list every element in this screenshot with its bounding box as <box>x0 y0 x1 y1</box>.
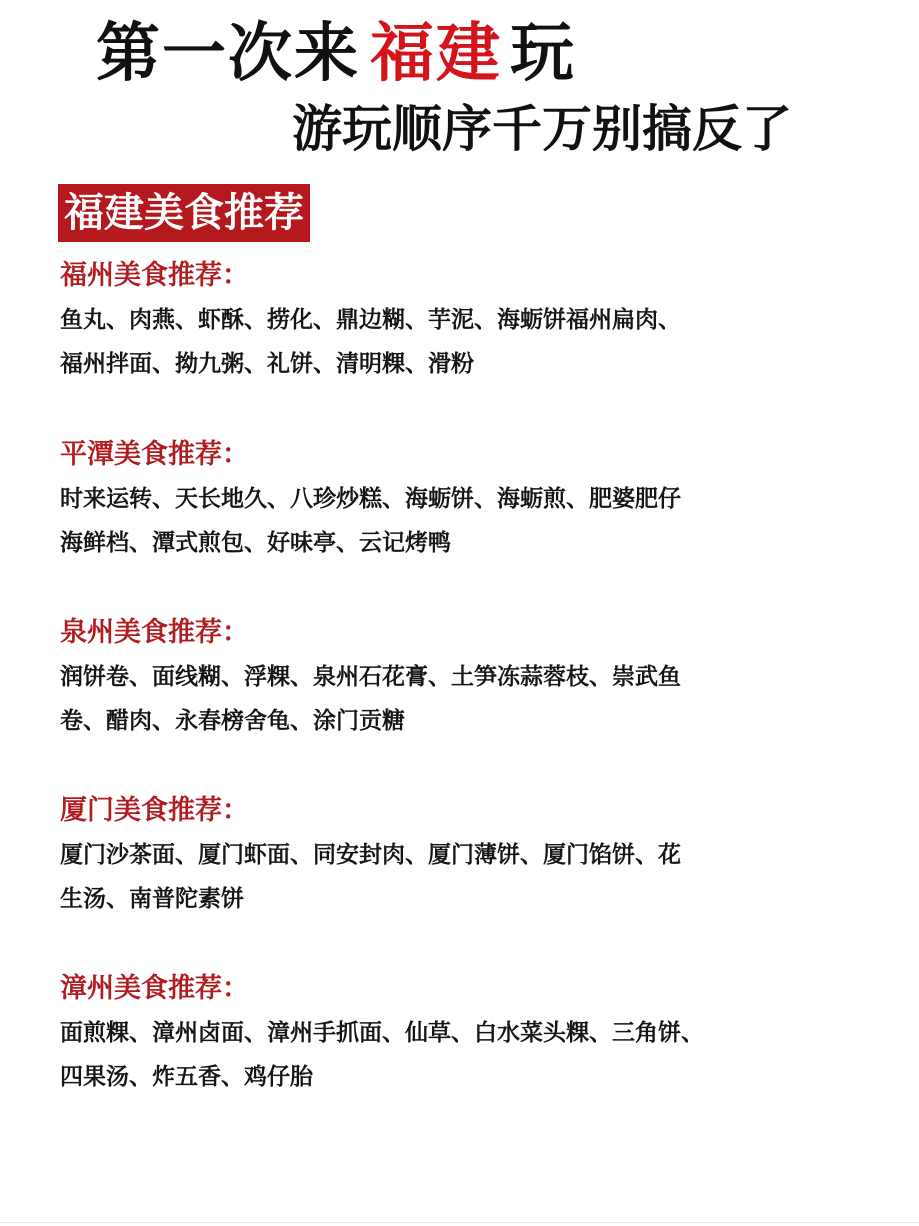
text-line: 润饼卷、面线糊、浮粿、泉州石花膏、土笋冻蒜蓉枝、崇武鱼 <box>60 664 681 690</box>
text-line: 厦门沙茶面、厦门虾面、同安封肉、厦门薄饼、厦门馅饼、花 <box>60 842 681 868</box>
section-text <box>60 1011 860 1099</box>
text-line: 面煎粿、漳州卤面、漳州手抓面、仙草、白水菜头粿、三角饼、 <box>60 1020 704 1046</box>
text-line: 四果汤、炸五香、鸡仔胎 <box>60 1064 313 1090</box>
text-line: 时来运转、天长地久、八珍炒糕、海蛎饼、海蛎煎、肥婆肥仔 <box>60 486 681 512</box>
section-xiamen <box>60 793 860 921</box>
section-heading: 泉州美食推荐： <box>60 617 249 648</box>
text-line: 卷、醋肉、永春榜舍龟、涂门贡糖 <box>60 708 405 734</box>
text-line: 生汤、南普陀素饼 <box>60 886 244 912</box>
title-prefix: 第一次来 <box>96 17 360 91</box>
title-suffix: 玩 <box>510 17 576 91</box>
section-heading: 厦门美食推荐： <box>60 795 249 826</box>
section-fuzhou <box>60 258 860 386</box>
text-line: 鱼丸、肉燕、虾酥、捞化、鼎边糊、芋泥、海蛎饼福州扁肉、 <box>60 307 681 333</box>
section-pingtan <box>60 437 860 565</box>
section-text <box>60 477 860 565</box>
title-highlight: 福建 <box>370 17 502 91</box>
bottom-divider <box>0 1222 919 1223</box>
section-banner: 福建美食推荐 <box>58 184 310 242</box>
section-text <box>60 298 860 386</box>
text-line: 福州拌面、拗九粥、礼饼、清明粿、滑粉 <box>60 351 474 377</box>
section-heading: 福州美食推荐： <box>60 260 249 291</box>
section-text <box>60 655 860 743</box>
text-line: 海鲜档、潭式煎包、好味亭、云记烤鸭 <box>60 530 451 556</box>
page-title <box>96 12 576 96</box>
section-quanzhou <box>60 615 860 743</box>
section-heading: 漳州美食推荐： <box>60 973 249 1004</box>
section-text <box>60 833 860 921</box>
section-zhangzhou <box>60 971 860 1099</box>
section-heading: 平潭美食推荐： <box>60 439 249 470</box>
page-subtitle: 游玩顺序千万别搞反了 <box>292 100 792 158</box>
